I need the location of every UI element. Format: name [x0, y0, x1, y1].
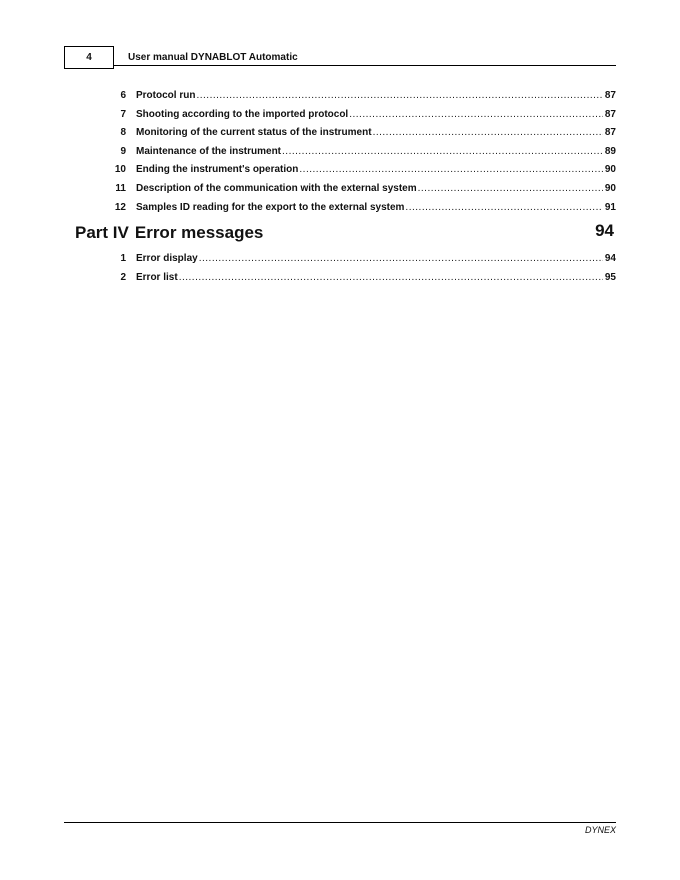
toc-entry-title: Shooting according to the imported protocol — [136, 108, 349, 120]
toc-entry-title: Ending the instrument's operation — [136, 164, 299, 176]
toc-leader-dots — [418, 180, 603, 199]
page-header — [64, 46, 616, 70]
toc-part-title: Error messages — [134, 223, 264, 243]
toc-entry-number: 12 — [114, 201, 126, 213]
toc-entry[interactable] — [64, 180, 616, 199]
table-of-contents — [64, 87, 616, 287]
toc-entry-page: 90 — [604, 182, 616, 194]
toc-entry-title: Error display — [136, 253, 198, 265]
toc-entry-page: 90 — [604, 164, 616, 176]
toc-entry-page: 89 — [604, 145, 616, 157]
toc-leader-dots — [282, 143, 603, 162]
toc-leader-dots — [299, 161, 602, 180]
toc-leader-dots — [196, 87, 602, 106]
header-title: User manual DYNABLOT Automatic — [128, 52, 298, 63]
toc-leader-dots — [373, 124, 603, 143]
toc-part-heading[interactable] — [64, 219, 616, 249]
toc-entry[interactable] — [64, 87, 616, 106]
toc-entry-page: 91 — [604, 201, 616, 213]
toc-part-label: Part IV — [75, 223, 129, 243]
toc-entry[interactable] — [64, 143, 616, 162]
toc-entry-title: Monitoring of the current status of the instrument — [136, 127, 372, 139]
toc-entry[interactable] — [64, 269, 616, 288]
toc-entry-page: 87 — [604, 127, 616, 139]
toc-entry[interactable] — [64, 250, 616, 269]
toc-entry-page: 94 — [604, 253, 616, 265]
footer-rule — [64, 822, 616, 823]
toc-entry-title: Error list — [136, 271, 178, 283]
toc-entry-title: Samples ID reading for the export to the external system — [136, 201, 405, 213]
footer-brand: DYNEX — [584, 825, 616, 835]
toc-entry-number: 11 — [115, 182, 126, 194]
toc-entry[interactable] — [64, 199, 616, 218]
toc-leader-dots — [179, 269, 603, 288]
toc-leader-dots — [199, 250, 603, 269]
toc-entry-number: 6 — [120, 90, 126, 101]
toc-entry-number: 9 — [120, 145, 126, 157]
toc-entry-number: 2 — [120, 271, 126, 283]
toc-entry[interactable] — [64, 106, 616, 125]
toc-leader-dots — [349, 106, 603, 125]
toc-entry-title: Protocol run — [136, 90, 196, 101]
toc-entry-title: Description of the communication with the external system — [136, 182, 417, 194]
toc-entry-page: 87 — [604, 108, 616, 120]
toc-entry-number: 8 — [120, 127, 126, 139]
toc-part-page: 94 — [595, 221, 614, 241]
header-page-number: 4 — [64, 46, 114, 69]
toc-entry-number: 1 — [120, 253, 126, 265]
toc-entry[interactable] — [64, 161, 616, 180]
toc-leader-dots — [405, 199, 602, 218]
toc-entry-page: 95 — [604, 271, 616, 283]
toc-entry[interactable] — [64, 124, 616, 143]
toc-entry-number: 7 — [120, 108, 126, 120]
toc-entry-number: 10 — [114, 164, 126, 176]
header-rule — [114, 65, 616, 66]
toc-entry-page: 87 — [604, 90, 616, 101]
toc-entry-title: Maintenance of the instrument — [136, 145, 282, 157]
